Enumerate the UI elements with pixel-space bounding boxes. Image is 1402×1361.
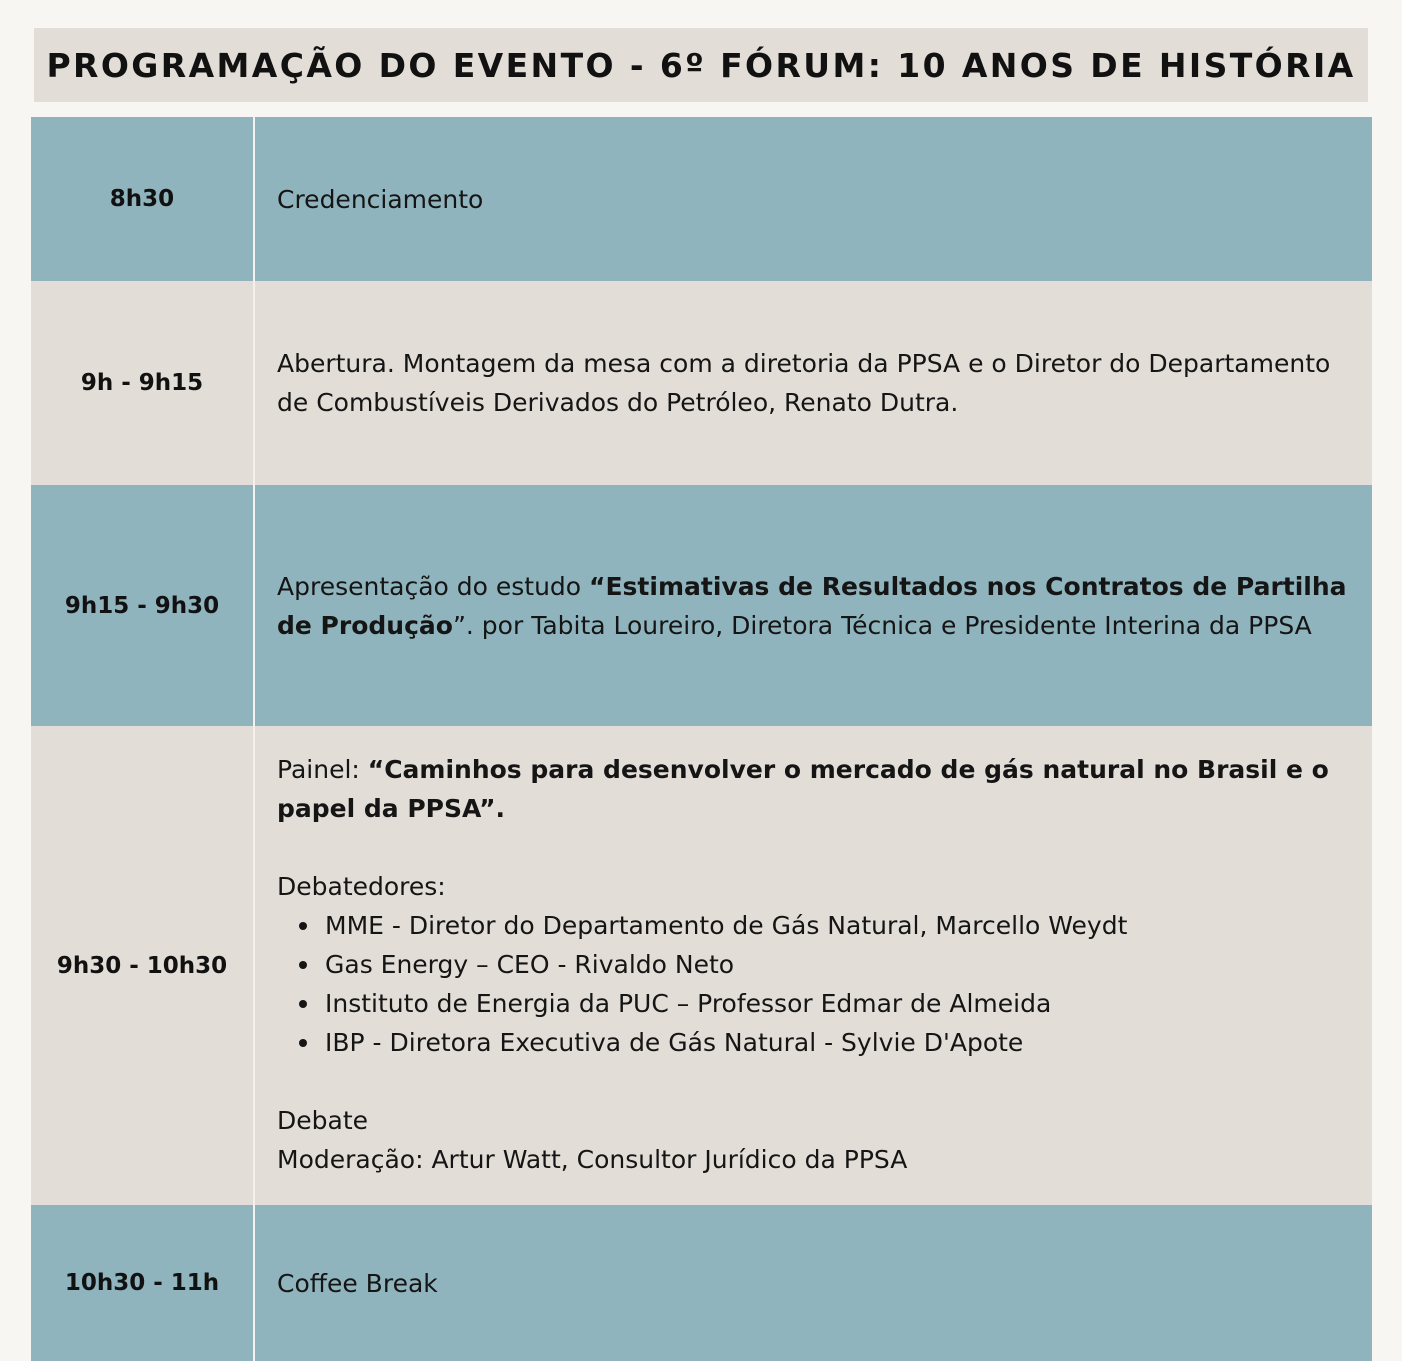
time-cell: 9h - 9h15 xyxy=(80,370,204,396)
spacer xyxy=(277,1062,1352,1101)
list-item: Instituto de Energia da PUC – Professor Edmar de Almeida xyxy=(325,984,1352,1023)
description-text: Abertura. Montagem da mesa com a diretoria da PPSA e o Diretor do Departamento de Combustíveis Derivados do Petróleo, Renato Dutra. xyxy=(277,349,1331,417)
list-item: MME - Diretor do Departamento de Gás Natural, Marcello Weydt xyxy=(325,906,1352,945)
panel-description xyxy=(277,750,1352,1179)
description-cell xyxy=(255,281,1372,485)
time-cell: 9h30 - 10h30 xyxy=(56,952,228,979)
time-cell: 8h30 xyxy=(109,186,175,212)
panel-heading xyxy=(277,750,1352,828)
description-cell xyxy=(255,1205,1372,1361)
list-item: Gas Energy – CEO - Rivaldo Neto xyxy=(325,945,1352,984)
table-row xyxy=(31,726,1372,1205)
description-text xyxy=(277,567,1352,645)
moderation-text: Moderação: Artur Watt, Consultor Jurídico da PPSA xyxy=(277,1145,908,1174)
description-text: Credenciamento xyxy=(277,184,484,214)
debaters-list xyxy=(277,906,1352,1062)
table-row xyxy=(31,485,1372,726)
title-banner xyxy=(34,28,1368,102)
panel-title: “Caminhos para desenvolver o mercado de gás natural no Brasil e o papel da PPSA”. xyxy=(277,755,1329,823)
panel-prefix: Painel: xyxy=(277,755,368,784)
time-cell: 10h30 - 11h xyxy=(64,1270,220,1296)
table-row xyxy=(31,1205,1372,1361)
description-cell xyxy=(255,485,1372,726)
description-prefix: Apresentação do estudo xyxy=(277,571,590,601)
table-row xyxy=(31,281,1372,485)
table-row xyxy=(31,117,1372,281)
page-title: PROGRAMAÇÃO DO EVENTO - 6º FÓRUM: 10 ANOS DE HISTÓRIA xyxy=(46,45,1356,85)
debate-label: Debate xyxy=(277,1106,369,1135)
description-suffix: ”. por Tabita Loureiro, Diretora Técnica e Presidente Interina da PPSA xyxy=(452,610,1312,640)
schedule-table xyxy=(31,117,1372,1361)
study-title: “Estimativas de Resultados nos Contratos de Partilha de Produção xyxy=(277,571,1347,640)
spacer xyxy=(277,828,1352,867)
description-text: Coffee Break xyxy=(277,1268,438,1298)
time-cell: 9h15 - 9h30 xyxy=(64,592,220,619)
list-item: IBP - Diretora Executiva de Gás Natural - Sylvie D'Apote xyxy=(325,1023,1352,1062)
description-cell xyxy=(255,726,1372,1205)
debaters-label: Debatedores: xyxy=(277,872,446,901)
description-cell xyxy=(255,117,1372,281)
